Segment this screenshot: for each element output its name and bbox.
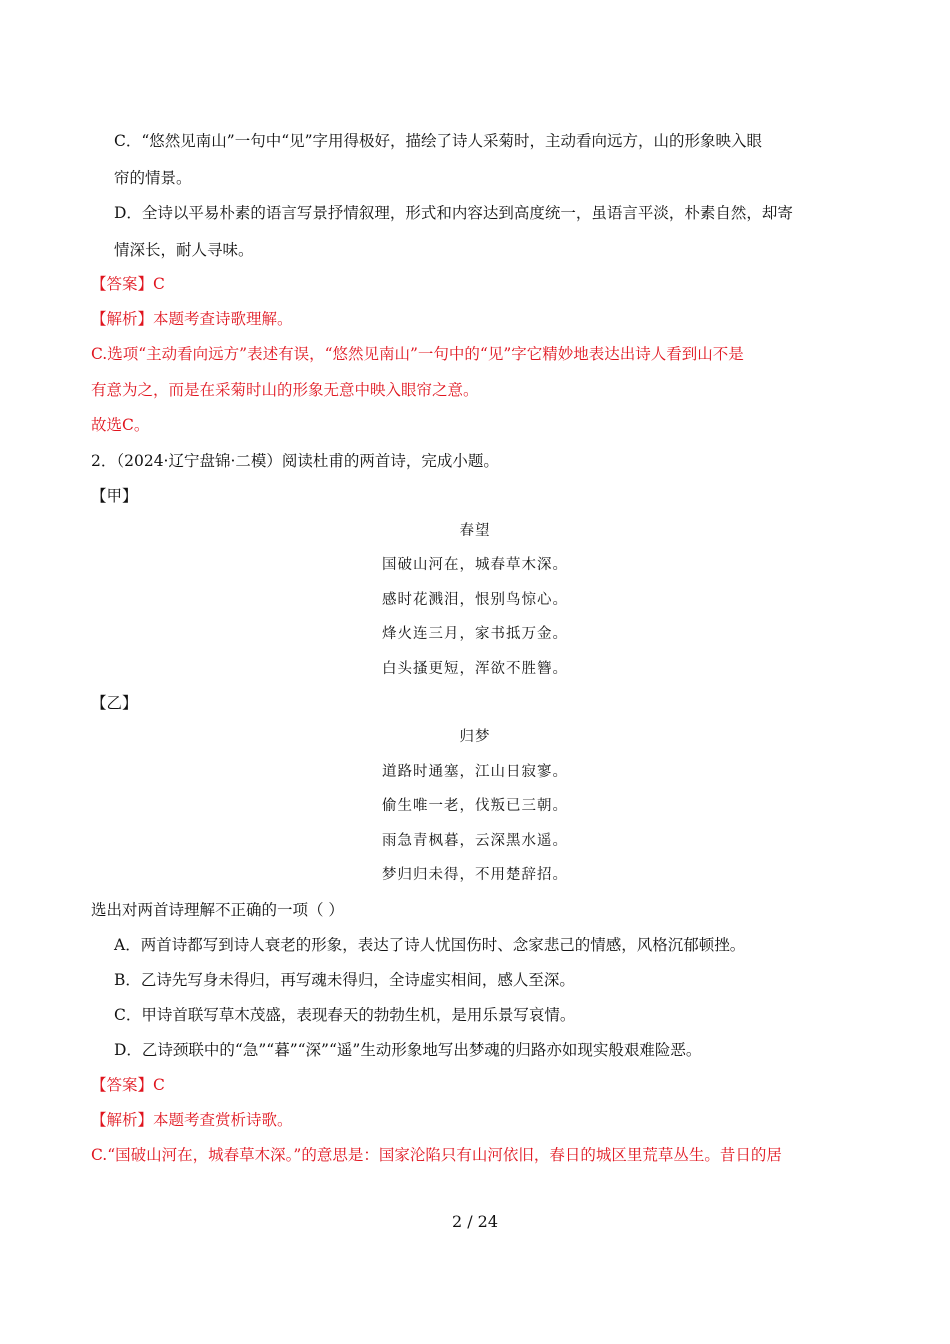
q2-option-c: C．甲诗首联写草木茂盛，表现春天的勃勃生机，是用乐景写哀情。 [114, 1006, 576, 1024]
q2-stem: 2．（2024·辽宁盘锦·二模）阅读杜甫的两首诗，完成小题。 [91, 452, 499, 470]
q2-option-d: D．乙诗颈联中的“急”“暮”“深”“遥”生动形象地写出梦魂的归路亦如现实般艰难险恶。 [114, 1041, 702, 1059]
q2-answer: 【答案】C [91, 1076, 165, 1094]
poem-jia-line: 白头搔更短，浑欲不胜簪。 [382, 661, 568, 677]
poem-yi-title: 归梦 [459, 729, 491, 745]
q2-label-jia: 【甲】 [91, 487, 138, 505]
q1-answer: 【答案】C [91, 275, 165, 293]
poem-jia-line: 感时花溅泪，恨别鸟惊心。 [382, 592, 568, 608]
q1-analysis: 【解析】本题考查诗歌理解。 [91, 310, 293, 328]
q2-explanation-line1: C.“国破山河在，城春草木深。”的意思是：国家沦陷只有山河依旧，春日的城区里荒草丛生。昔日的居 [91, 1146, 782, 1164]
q2-option-a: A．两首诗都写到诗人衰老的形象，表达了诗人忧国伤时、念家悲己的情感，风格沉郁顿挫。 [114, 936, 746, 954]
q2-question: 选出对两首诗理解不正确的一项（ ） [91, 901, 344, 919]
poem-yi-line: 偷生唯一老，伐叛已三朝。 [382, 798, 568, 814]
poem-jia-line: 烽火连三月，家书抵万金。 [382, 626, 568, 642]
q1-option-d-line1: D．全诗以平易朴素的语言写景抒情叙理，形式和内容达到高度统一，虽语言平淡，朴素自然，却寄 [114, 204, 793, 222]
q1-explanation-line2: 有意为之，而是在采菊时山的形象无意中映入眼帘之意。 [91, 381, 479, 399]
q2-analysis: 【解析】本题考查赏析诗歌。 [91, 1111, 293, 1129]
q2-label-yi: 【乙】 [91, 694, 138, 712]
q1-option-d-line2: 情深长，耐人寻味。 [114, 241, 254, 259]
q2-option-b: B．乙诗先写身未得归，再写魂未得归，全诗虚实相间，感人至深。 [114, 971, 575, 989]
poem-yi-line: 道路时通塞，江山日寂寥。 [382, 764, 568, 780]
q1-explanation-line1: C.选项“主动看向远方”表述有误，“悠然见南山”一句中的“见”字它精妙地表达出诗人看到山不是 [91, 345, 744, 363]
q1-option-c-line1: C．“悠然见南山”一句中“见”字用得极好，描绘了诗人采菊时，主动看向远方，山的形象映入眼 [114, 132, 763, 150]
poem-jia-line: 国破山河在，城春草木深。 [382, 557, 568, 573]
q1-conclusion: 故选C。 [91, 416, 150, 434]
poem-yi-line: 梦归归未得，不用楚辞招。 [382, 867, 568, 883]
poem-yi-line: 雨急青枫暮，云深黑水遥。 [382, 833, 568, 849]
poem-jia-title: 春望 [459, 523, 491, 539]
page-number: 2 / 24 [451, 1212, 499, 1231]
q1-option-c-line2: 帘的情景。 [114, 169, 192, 187]
